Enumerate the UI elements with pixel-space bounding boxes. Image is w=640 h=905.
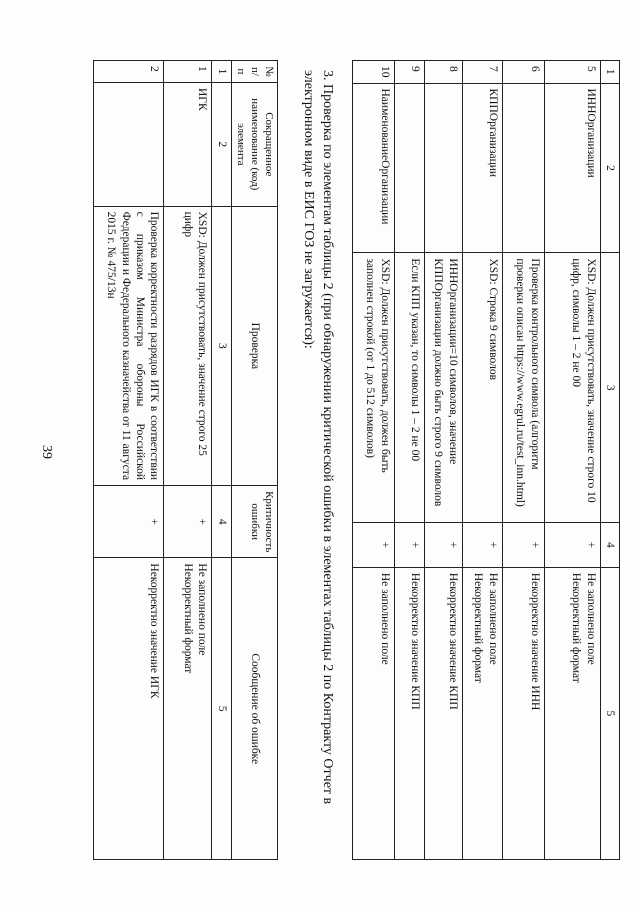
table1-header-cell: 5 <box>600 567 619 859</box>
error-message: Не заполнено поле Некорректный формат <box>164 558 212 860</box>
table1-header-cell: 2 <box>600 83 619 253</box>
element-name: ИННОрганизации <box>544 83 600 253</box>
table2-header-cell: Сообщение об ошибке <box>231 558 277 860</box>
table2-header-cell: № п/п <box>231 61 277 83</box>
table1-header-row <box>600 61 619 860</box>
row-number: 8 <box>424 61 462 84</box>
table1-header-cell: 1 <box>600 61 619 84</box>
row-number: 2 <box>94 61 164 83</box>
error-message: Некорректно значение КПП <box>394 567 424 859</box>
error-message: Некорректно значение ИНН <box>502 567 544 859</box>
row-number: 9 <box>394 61 424 84</box>
table-row <box>462 61 502 860</box>
criticality: + <box>502 522 544 567</box>
element-name: НаименованиеОрганизации <box>352 83 394 253</box>
element-name <box>424 83 462 253</box>
element-name <box>394 83 424 253</box>
criticality: + <box>164 486 212 558</box>
rotated-content <box>80 60 620 860</box>
table2-number-cell: 3 <box>212 206 231 485</box>
table-row <box>424 61 462 860</box>
error-message: Некорректно значение КПП <box>424 567 462 859</box>
criticality: + <box>94 486 164 558</box>
criticality: + <box>462 522 502 567</box>
table1-header-cell: 4 <box>600 522 619 567</box>
check-text: XSD: Строка 9 символов <box>462 253 502 523</box>
table-row <box>502 61 544 860</box>
table1-header-cell: 3 <box>600 253 619 523</box>
table2-number-cell: 4 <box>212 486 231 558</box>
check-text: Если КПП указан, то символы 1 – 2 не 00 <box>394 253 424 523</box>
element-name: ИГК <box>164 82 212 206</box>
error-message: Не заполнено поле Некорректный формат <box>544 567 600 859</box>
error-message: Некорректно значение ИГК <box>94 558 164 860</box>
element-name: КППОрганизации <box>462 83 502 253</box>
page-number: 39 <box>39 445 54 459</box>
table-row <box>164 61 212 860</box>
error-message: Не заполнено поле Некорректный формат <box>462 567 502 859</box>
table2-header-cell: Сокращенное наименование (код) элемента <box>231 82 277 206</box>
table2-number-row <box>212 61 231 860</box>
row-number: 5 <box>544 61 600 84</box>
table2-number-cell: 1 <box>212 61 231 83</box>
validation-table-2 <box>93 60 278 860</box>
element-name <box>94 82 164 206</box>
criticality: + <box>544 522 600 567</box>
table2-number-cell: 5 <box>212 558 231 860</box>
check-text: XSD: Должен присутствовать, должен быть заполнен строкой (от 1 до 512 символов) <box>352 253 394 523</box>
check-text: XSD: Должен присутствовать, значение строго 10 цифр, символы 1 – 2 не 00 <box>544 253 600 523</box>
check-text: Проверка корректности разрядов ИГК в соответствии с приказом Министра обороны Российской Федерации и Федерального казначейства от 11 августа 2015 г. № 475/13н <box>94 206 164 485</box>
table-row <box>544 61 600 860</box>
element-name <box>502 83 544 253</box>
error-message: Не заполнено поле <box>352 567 394 859</box>
row-number: 10 <box>352 61 394 84</box>
criticality: + <box>394 522 424 567</box>
table-row <box>394 61 424 860</box>
row-number: 1 <box>164 61 212 83</box>
criticality: + <box>424 522 462 567</box>
table2-header-cell: Проверка <box>231 206 277 485</box>
table2-number-cell: 2 <box>212 82 231 206</box>
row-number: 6 <box>502 61 544 84</box>
criticality: + <box>352 522 394 567</box>
validation-table-1 <box>352 60 620 860</box>
table-row <box>94 61 164 860</box>
section-heading: 3. Проверка по элементам таблицы 2 (при обнаружении критической ошибки в элементах таблицы 2 по Контракту Отчет в электронном виде в ЕИС ГОЗ не загружается): <box>301 70 335 805</box>
row-number: 7 <box>462 61 502 84</box>
table2-header-cell: Критичность ошибки <box>231 486 277 558</box>
table-row <box>352 61 394 860</box>
check-text: XSD: Должен присутствовать, значение строго 25 цифр <box>164 206 212 485</box>
check-text: ИННОрганизации=10 символов, значение КППОрганизации должно быть строго 9 символов <box>424 253 462 523</box>
table2-header-row <box>231 61 277 860</box>
check-text: Проверка контрольного символа (алгоритм проверки описан https://www.egrul.ru/test_inn.html) <box>502 253 544 523</box>
